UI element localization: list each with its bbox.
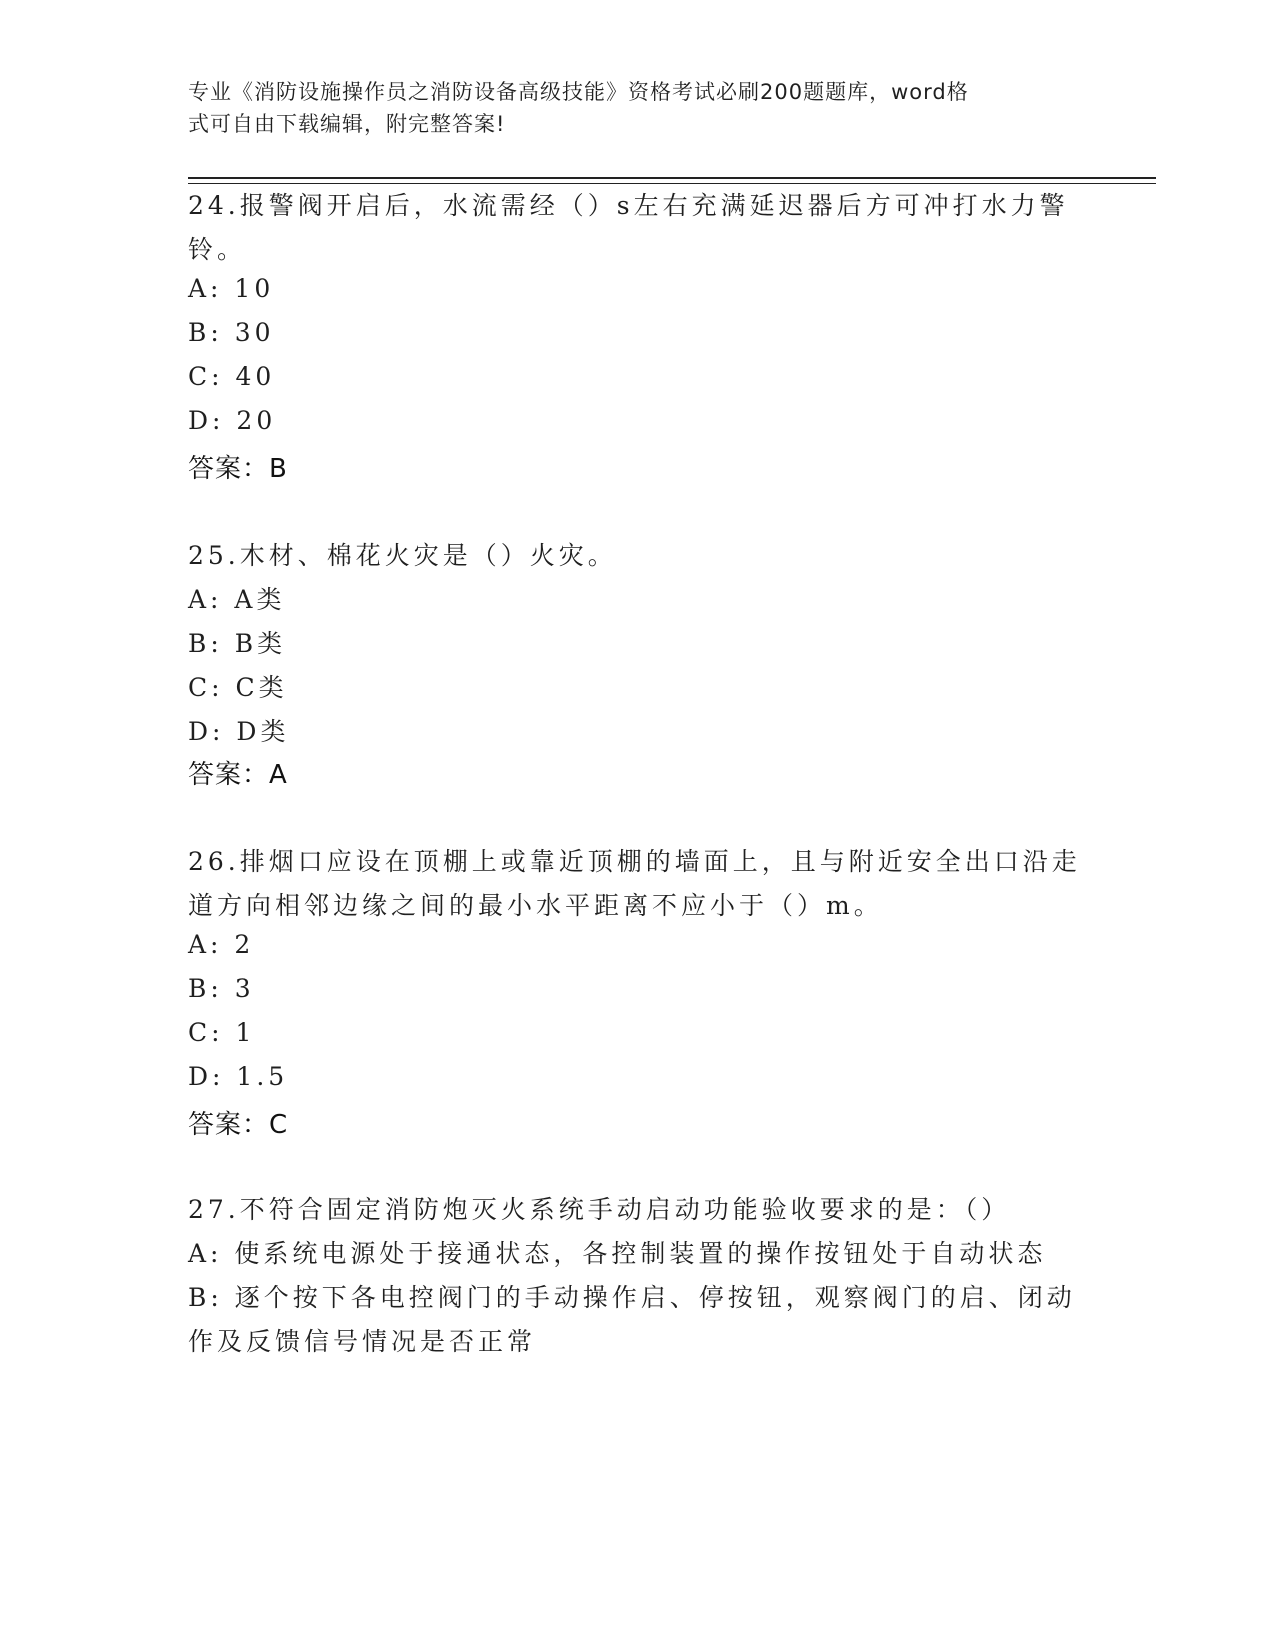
option-a: A: A类 [188,585,286,614]
question-stem: 25.木材、棉花火灾是（）火灾。 [188,541,617,570]
option-b: B: 3 [188,974,255,1003]
option-c: C: 1 [188,1018,256,1047]
question-stem: 26.排烟口应设在顶棚上或靠近顶棚的墙面上，且与附近安全出口沿走 [188,847,1081,876]
option-a: A: 10 [188,274,275,303]
option-b: B: B类 [188,629,287,658]
option-d: D: 1.5 [188,1062,289,1091]
option-b: B: 30 [188,318,275,347]
question-stem-cont: 铃。 [188,235,247,264]
option-d: D: D类 [188,717,290,746]
header-divider-thick [188,177,1156,179]
option-c: C: C类 [188,673,288,702]
option-a: A: 2 [188,930,255,959]
option-b: B: 逐个按下各电控阀门的手动操作启、停按钮，观察阀门的启、闭动 [188,1283,1076,1312]
header-line-2: 式可自由下载编辑，附完整答案! [188,112,506,136]
answer-label: 答案：A [188,760,288,790]
option-d: D: 20 [188,406,277,435]
answer-label: 答案：B [188,454,288,484]
document-header [188,76,1068,140]
question-stem: 27.不符合固定消防炮灭火系统手动启动功能验收要求的是：（） [188,1195,1011,1224]
question-stem: 24.报警阀开启后，水流需经（）s左右充满延迟器后方可冲打水力警 [188,191,1069,220]
question-stem-cont: 道方向相邻边缘之间的最小水平距离不应小于（）m。 [188,891,883,920]
header-line-1: 专业《消防设施操作员之消防设备高级技能》资格考试必刷200题题库，word格 [188,80,969,104]
option-b-cont: 作及反馈信号情况是否正常 [188,1327,537,1356]
option-c: C: 40 [188,362,276,391]
header-divider-thin [188,183,1156,184]
answer-label: 答案：C [188,1110,289,1140]
option-a: A: 使系统电源处于接通状态，各控制装置的操作按钮处于自动状态 [188,1239,1047,1268]
